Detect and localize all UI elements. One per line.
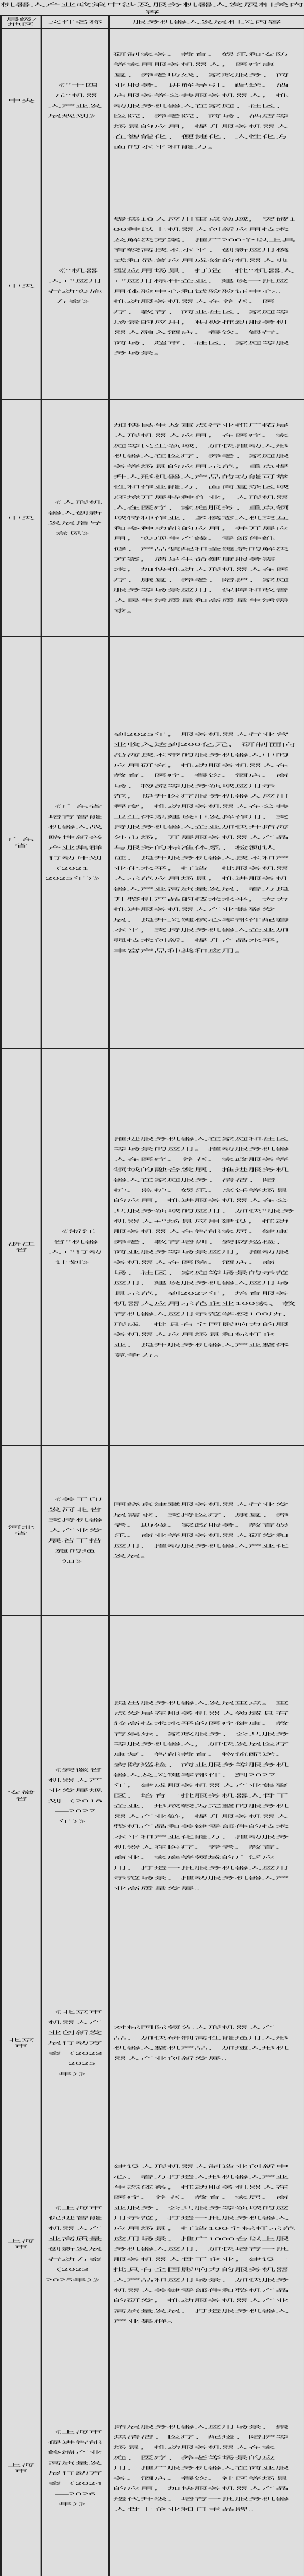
table-row [1,2378,304,2558]
region-cell: 中央 [1,173,42,400]
doc-name-cell: 《上海市促进智能机器人产业高质量创新发展行动方案（2023—2025年）》 [41,2110,109,2378]
region-cell: 浙江省 [1,1049,42,1446]
table-body [1,29,304,2576]
table-row [1,2558,304,2576]
region-cell: 上海市 [1,2110,42,2378]
content-cell: 对标国际领先人形机器人产品，加快研制高性能通用人形机器人整机产品，加速人形机器人产业创新发展。 [109,1976,304,2110]
content-cell: 建设人形机器人制造业创新中心，着力打造人形机器人产业生态体系，推动服务机器人在医疗、养老、教育、家居、商业服务、公共服务等领域的应用示范，打造一批服务机器人应用场景，打造100个标杆示范应用场景，推广1000台以上服务机器人应用，加快培育一批服务机器人骨干企业，建设一批具有全国影响力的服务机器人产品和应用场景，加快服务机器人关键零部件和整机产品的研发，推动服务机器人产业高质量发展，打造服务机器人产业集群。 [109,2110,304,2378]
region-cell: 中央 [1,29,42,173]
region-cell [1,2558,42,2576]
content-cell: 提出服务机器人发展重点。重点发展在服务机器人领域具有较高技术水平的医疗健康、教育娱乐、家政服务、公共服务等服务机器人，加快发展医疗康复、智能教育、物流配送、安防巡检、商业服务等服务机器人及关键零部件，到2027年，建成服务机器人产业集聚区，培育一批服务机器人骨干企业，形成较为完整的服务机器人产业链，提升服务机器人整机产品和关键零部件的技术水平和产业化能力，推动服务机器人在医疗、养老、教育、商业、家庭等领域的广泛应用，打造一批服务机器人应用示范场景，推动服务机器人产业高质量发展。 [109,1616,304,1976]
region-cell: 中央 [1,400,42,637]
region-cell: 北京市 [1,1976,42,2110]
doc-name-cell: 《北京市机器人产业创新发展行动方案（2023—2025年）》 [41,1976,109,2110]
table-row [1,1616,304,1976]
doc-name-cell: 《"十四五"机器人产业发展规划》 [41,29,109,173]
header-content: 服务机器人发展相关内容 [109,16,304,29]
doc-name-cell: 《广东省培育智能机器人战略性新兴产业集群行动计划（2021—2025年）》 [41,637,109,1049]
header-region: 层级/地区 [1,16,42,29]
table-row [1,400,304,637]
region-cell: 广东省 [1,637,42,1049]
content-cell: 到2025年，服务机器人行业营业收入达到200亿元，研制面向沿海技术带的服务机器人中的应用研究，推动服务机器人在教育、医疗、餐饮、酒店、商场、物流等服务领域应用示范，提升医疗服务机器人应用程度，推动服务机器人在公共卫生体系建设中发挥作用，支持服务机器人企业加快开拓海外市场，开展服务机器人产品与服务的标准体系、检测认证，提升服务机器人技术和产业化水平，打造一批服务机器人示范应用场景，推进服务机器人产业高质量发展，着力提升整机产品的技术水平，大力推进服务机器人产业集聚发展，提升关键核心零部件配套水平，支持服务机器人企业加强技术创新、提升产品水平，丰富产品种类和应用。 [109,637,304,1049]
table-row [1,173,304,400]
content-cell: 加快民生及重点行业推广拓展人形机器人应用，在医疗、家庭等民生领域，加快推动人形机器人在医疗、养老、家庭服务等场景的应用示范，重点提升人形机器人产品的功能可靠性和作业能力，面向复杂区域环境开展特种作业，人形机器人在医疗、家庭服务、重点领域特种作业、多模态人机交互和多种功能的应用，并开展应用，实现生产线、零部件维修、产品装配和全链条的解决方案，满足生命健康服务需求，加快推动人形机器人在医疗、康复、养老、陪护、家庭服务等场景应用，保障和改善人民生活质量和高质量生活需求。 [109,400,304,637]
doc-name-cell [41,2558,109,2576]
content-cell: 推进服务机器人在家庭和社区等场景的应用。推动服务机器人在医疗、养老、家政服务等领域的融合发展，推进服务机器人在家庭服务、清洁、陪护、监护、娱乐、烹饪等场景的应用，推进服务机器人在公共服务领域的应用，加快"服务机器人+"场景应用建设，推动服务机器人在智能家居、健康养老、教育培训、安防巡检、商业服务等场景应用，推动服务机器人在医院、酒店、商场、社区、家庭等场景的示范应用，建设服务机器人应用场景示范，到2027年，培育服务机器人应用示范企业100家、教育机器人应用示范学校100所，形成一批具有全国影响力的服务机器人应用场景和标杆企业，提升服务机器人产业整体竞争力。 [109,1049,304,1446]
table-row [1,637,304,1049]
policy-table [0,15,304,2576]
table-row [1,1446,304,1616]
header-doc: 文件名称 [41,16,109,29]
doc-name-cell: 《关于印发河北省支持机器人产业发展若干措施的通知》 [41,1446,109,1616]
table-row [1,1049,304,1446]
table-row [1,1976,304,2110]
table-row [1,29,304,173]
content-cell: 拓展服务机器人应用场景，聚焦清洁、医疗、配送、陪护等场景，推动服务机器人在家庭、医疗、养老等场景的应用，推广服务机器人在商业服务、酒店、餐饮、社区等场景的应用，加快服务机器人产品迭代升级，培育一批服务机器人骨干企业和自主品牌。 [109,2378,304,2558]
region-cell: 上海市 [1,2378,42,2558]
region-cell: 河北省 [1,1446,42,1616]
doc-name-cell: 《上海市促进智能终端产业高质量发展行动方案（2024—2026年）》 [41,2378,109,2558]
doc-name-cell: 《人形机器人创新发展指导意见》 [41,400,109,637]
content-cell: 围绕京津冀服务机器人行业发展需求，支持医疗、康复、养老、助残、家政服务、教育娱乐、商业等服务机器人研发和应用，推动服务机器人产业化发展。 [109,1446,304,1616]
content-cell: 研制家务、教育、娱乐和安防等家用服务机器人，医疗康复、养老助残、家政服务、商业服务、讲解导引、配送、酒店服务等公共服务机器人，推动服务机器人在家庭、社区、医院、养老院、商场、酒店等场景的应用，提升服务机器人在智能化、便捷化、人性化方面的水平和能力。 [109,29,304,173]
doc-name-cell: 《安徽省机器人产业发展规划（2018—2027年）》 [41,1616,109,1976]
doc-name-cell: 《浙江省"机器人+"行动计划》 [41,1049,109,1446]
content-cell: 聚焦10大应用重点领域，突破100种以上机器人创新应用技术及解决方案，推广200个以上具有较高技术水平、创新应用模式和显著应用成效的机器人典型应用场景，打造一批"机器人+"应用标杆企业，建设一批应用体验中心和试验验证中心。推动服务机器人在养老、医疗、教育、商业社区、家庭等场景的应用，积极推动服务机器人融入酒店、餐饮、银行、商场、超市、社区、家庭等服务场景。 [109,173,304,400]
doc-name-cell: 《"机器人+"应用行动实施方案》 [41,173,109,400]
table-header-row [1,16,304,29]
region-cell: 安徽省 [1,1616,42,1976]
content-cell [109,2558,304,2576]
page-title: 机器人产业政策中涉及服务机器人发展相关内容 [0,2,304,15]
table-row [1,2110,304,2378]
